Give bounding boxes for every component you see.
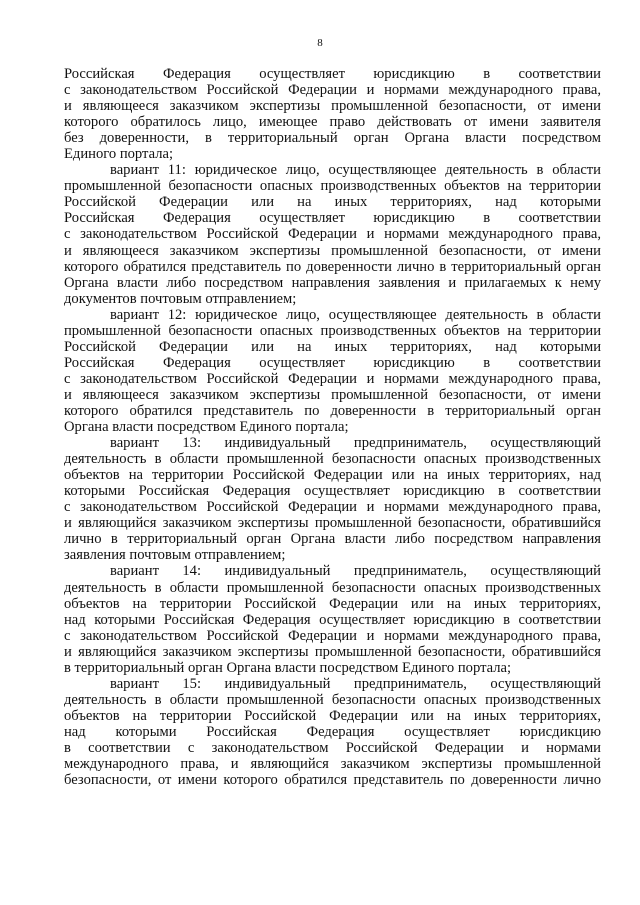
text-line: с законодательством Российской Федерации и нормами международного права, <box>64 82 601 99</box>
text-line: с законодательством Российской Федерации и нормами международного права, <box>64 226 601 243</box>
text-line: безопасности, от имени которого обратился представитель по доверенности лично <box>64 772 601 789</box>
paragraph-variant-15 <box>64 676 601 788</box>
paragraph-1 <box>64 66 601 162</box>
text-line: и являющийся заказчиком экспертизы промышленной безопасности, обратившийся <box>64 515 601 532</box>
text-line: Органа власти либо посредством направления заявления и прилагаемых к нему <box>64 274 601 291</box>
text-line: Единого портала; <box>64 146 174 163</box>
text-line: с законодательством Российской Федерации и нормами международного права, <box>64 627 601 644</box>
text-line: и являющееся заказчиком экспертизы промышленной безопасности, от имени <box>64 242 601 259</box>
text-line: вариант 13: индивидуальный предприниматель, осуществляющий <box>110 435 601 452</box>
page-number: 8 <box>317 37 323 49</box>
paragraph-variant-12 <box>64 307 601 435</box>
text-line: над которыми Российская Федерация осуществляет юрисдикцию <box>64 723 601 740</box>
text-line: вариант 11: юридическое лицо, осуществляющее деятельность в области <box>110 162 601 179</box>
text-line: и являющееся заказчиком экспертизы промышленной безопасности, от имени <box>64 386 601 403</box>
text-line: деятельность в области промышленной безопасности опасных производственных <box>64 451 601 468</box>
text-line: Российская Федерация осуществляет юрисдикцию в соответствии <box>64 354 601 371</box>
text-line: и являющийся заказчиком экспертизы промышленной безопасности, обратившийся <box>64 643 601 660</box>
paragraph-variant-13 <box>64 435 601 563</box>
text-line: деятельность в области промышленной безопасности опасных производственных <box>64 579 601 596</box>
text-line: международного права, и являющийся заказчиком экспертизы промышленной <box>64 756 601 773</box>
text-line: которого обратилось лицо, имеющее право действовать от имени заявителя <box>64 114 601 131</box>
text-line: лично в территориальный орган Органа власти либо посредством направления <box>64 531 601 548</box>
text-line: с законодательством Российской Федерации и нормами международного права, <box>64 370 601 387</box>
text-line: Органа власти посредством Единого портала; <box>64 419 349 436</box>
text-line: промышленной безопасности опасных производственных объектов на территории <box>64 178 601 195</box>
text-line: которыми Российская Федерация осуществляет юрисдикцию в соответствии <box>64 483 601 500</box>
text-line: документов почтовым отправлением; <box>64 290 297 307</box>
text-line: вариант 15: индивидуальный предприниматель, осуществляющий <box>110 675 601 692</box>
text-line: деятельность в области промышленной безопасности опасных производственных <box>64 691 601 708</box>
text-line: вариант 12: юридическое лицо, осуществляющее деятельность в области <box>110 306 601 323</box>
text-line: Российская Федерация осуществляет юрисдикцию в соответствии <box>64 66 601 82</box>
text-line: над которыми Российская Федерация осуществляет юрисдикцию в соответствии <box>64 611 601 628</box>
text-line: в территориальный орган Органа власти посредством Единого портала; <box>64 659 512 676</box>
text-line: в соответствии с законодательством Российской Федерации и нормами <box>64 739 601 756</box>
text-line: объектов на территории Российской Федерации или на иных территориях, над <box>64 467 601 484</box>
text-line: Российской Федерации или на иных территориях, над которыми <box>64 338 601 355</box>
text-line: объектов на территории Российской Федерации или на иных территориях, <box>64 595 601 612</box>
text-line: которого обратился представитель по доверенности в территориальный орган <box>64 402 601 419</box>
text-line: объектов на территории Российской Федерации или на иных территориях, <box>64 707 601 724</box>
document-body <box>64 66 601 788</box>
paragraph-variant-11 <box>64 162 601 306</box>
text-line: вариант 14: индивидуальный предприниматель, осуществляющий <box>110 563 601 580</box>
text-line: которого обратился представитель по доверенности лично в территориальный орган <box>64 258 601 275</box>
text-line: Российской Федерации или на иных территориях, над которыми <box>64 194 601 211</box>
text-line: без доверенности, в территориальный орган Органа власти посредством <box>64 130 601 147</box>
paragraph-variant-14 <box>64 563 601 675</box>
text-line: и являющееся заказчиком экспертизы промышленной безопасности, от имени <box>64 98 601 115</box>
text-line: Российская Федерация осуществляет юрисдикцию в соответствии <box>64 210 601 227</box>
text-line: с законодательством Российской Федерации и нормами международного права, <box>64 499 601 516</box>
text-line: заявления почтовым отправлением; <box>64 547 286 564</box>
text-line: промышленной безопасности опасных производственных объектов на территории <box>64 322 601 339</box>
